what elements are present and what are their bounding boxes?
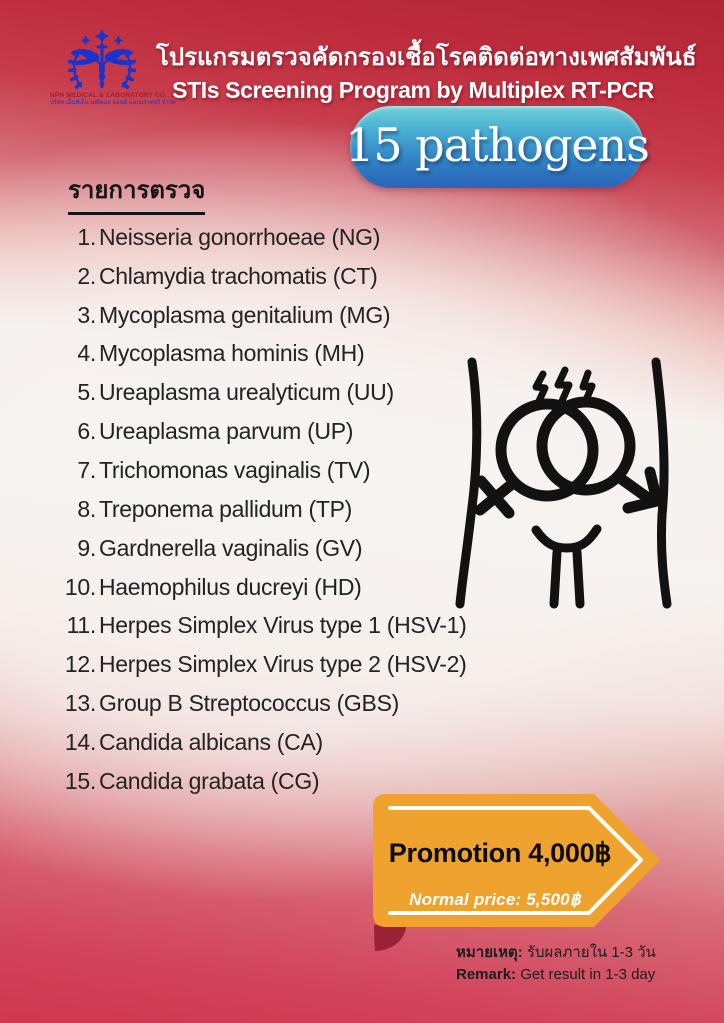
list-item-number: 11.	[66, 612, 96, 639]
company-name-en: NPN MEDICAL & LABORATORY CO., LTD.	[50, 92, 186, 99]
list-item	[58, 645, 466, 684]
list-item	[58, 684, 466, 723]
list-item	[58, 451, 466, 490]
remark-thai	[456, 942, 656, 964]
list-item-number: 8.	[77, 495, 96, 522]
sti-illustration	[450, 350, 704, 612]
pathogen-count-badge	[345, 106, 649, 188]
female-symbol-icon	[480, 404, 593, 513]
test-list-heading: รายการตรวจ	[68, 170, 205, 215]
pathogen-list	[58, 218, 466, 801]
list-item-name: Candida grabata (CG)	[99, 767, 320, 794]
list-item-name: Ureaplasma parvum (UP)	[99, 418, 354, 445]
remark-english	[456, 964, 656, 986]
list-item-number: 5.	[77, 379, 96, 406]
list-item-number: 1.	[77, 223, 96, 250]
list-item-name: Mycoplasma hominis (MH)	[99, 340, 365, 367]
pelvis-lines	[536, 529, 597, 604]
list-item-name: Gardnerella vaginalis (GV)	[99, 534, 363, 561]
list-item-number: 4.	[77, 340, 96, 367]
company-name-th: บริษัท เอ็นพีเอ็น เมดิคอล แอนด์ แลบอราทอรี จำกัด	[50, 100, 176, 106]
list-item	[58, 568, 466, 607]
title-english: STIs Screening Program by Multiplex RT-PCR	[172, 77, 654, 103]
list-item-number: 14.	[64, 728, 96, 755]
list-item-name: Haemophilus ducreyi (HD)	[99, 573, 362, 600]
promotion-banner	[368, 791, 668, 959]
remark-english-text: Get result in 1-3 day	[516, 966, 656, 983]
list-item	[58, 296, 466, 335]
list-item-number: 10.	[64, 573, 96, 600]
list-item-name: Herpes Simplex Virus type 2 (HSV-2)	[99, 651, 467, 678]
list-item-name: Chlamydia trachomatis (CT)	[99, 262, 378, 289]
title-thai: โปรแกรมตรวจคัดกรองเชื้อโรคติดต่อทางเพศสัมพันธ์	[156, 44, 697, 71]
list-item	[58, 723, 466, 762]
ribbon-shape	[368, 791, 668, 959]
header	[156, 42, 697, 106]
list-item-name: Neisseria gonorrhoeae (NG)	[99, 223, 381, 250]
remark-thai-text: รับผลภายใน 1-3 วัน	[522, 944, 656, 961]
list-item-number: 3.	[77, 301, 96, 328]
list-item-name: Candida albicans (CA)	[99, 728, 323, 755]
list-item-name: Herpes Simplex Virus type 1 (HSV-1)	[99, 612, 467, 639]
promotion-price: Promotion 4,000฿	[388, 838, 612, 868]
list-item	[58, 490, 466, 529]
list-item-number: 6.	[77, 418, 96, 445]
list-item	[58, 412, 466, 451]
lightning-icon	[536, 370, 592, 401]
pathogen-count-label: 15 pathogens	[345, 118, 649, 172]
remark-thai-label: หมายเหตุ:	[456, 944, 523, 961]
list-item-number: 9.	[77, 534, 96, 561]
list-item-number: 12.	[64, 651, 96, 678]
list-item	[58, 335, 466, 374]
list-item-number: 15.	[64, 767, 96, 794]
remark-english-label: Remark:	[456, 966, 517, 983]
list-item-name: Ureaplasma urealyticum (UU)	[99, 379, 394, 406]
list-item-name: Treponema pallidum (TP)	[99, 495, 353, 522]
list-item	[58, 218, 466, 257]
list-item-number: 7.	[77, 456, 96, 483]
list-item	[58, 606, 466, 645]
list-item-name: Group B Streptococcus (GBS)	[99, 690, 399, 717]
list-item-name: Mycoplasma genitalium (MG)	[99, 301, 391, 328]
company-logo	[50, 28, 186, 107]
caduceus-icon	[52, 28, 152, 92]
list-item	[58, 529, 466, 568]
list-item	[58, 257, 466, 296]
remarks	[456, 942, 656, 986]
normal-price: Normal price: 5,500฿	[409, 890, 581, 909]
list-item-name: Trichomonas vaginalis (TV)	[99, 456, 371, 483]
list-item-number: 13.	[64, 690, 96, 717]
list-item-number: 2.	[77, 262, 96, 289]
list-item	[58, 373, 466, 412]
